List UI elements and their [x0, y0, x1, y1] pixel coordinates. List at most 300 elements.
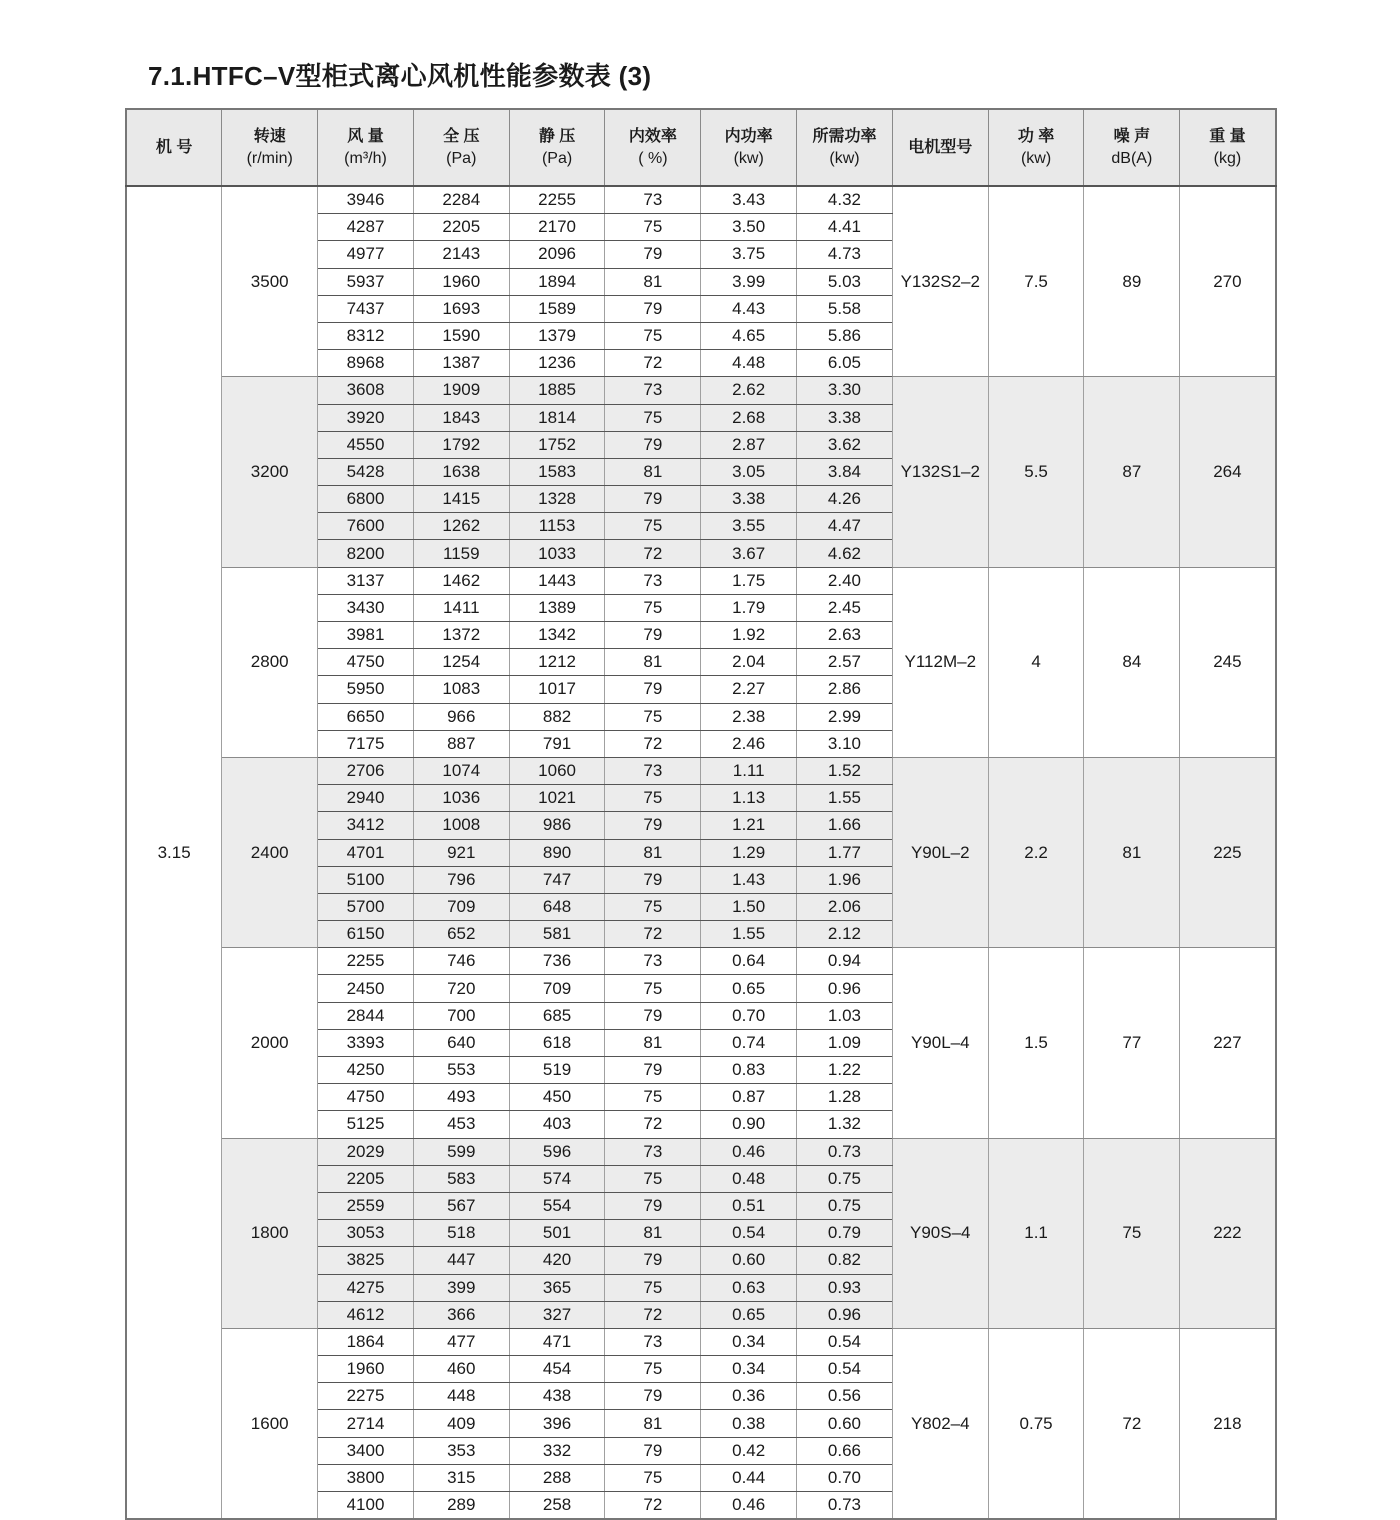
static-pressure-cell: 747 [509, 866, 605, 893]
total-pressure-cell: 2205 [413, 214, 509, 241]
static-pressure-cell: 685 [509, 1002, 605, 1029]
speed-cell: 3200 [222, 377, 318, 567]
column-header [126, 109, 222, 186]
required-power-cell: 4.62 [797, 540, 893, 567]
motor-power-cell: 5.5 [988, 377, 1084, 567]
motor-model-cell: Y132S1–2 [892, 377, 988, 567]
total-pressure-cell: 709 [413, 893, 509, 920]
required-power-cell: 0.82 [797, 1247, 893, 1274]
required-power-cell: 1.55 [797, 785, 893, 812]
internal-power-cell: 1.79 [701, 594, 797, 621]
total-pressure-cell: 289 [413, 1492, 509, 1520]
total-pressure-cell: 1387 [413, 350, 509, 377]
internal-power-cell: 0.38 [701, 1410, 797, 1437]
column-header-name: 转速 [253, 127, 286, 145]
static-pressure-cell: 1752 [509, 431, 605, 458]
airflow-cell: 3608 [318, 377, 414, 404]
internal-power-cell: 3.50 [701, 214, 797, 241]
required-power-cell: 1.03 [797, 1002, 893, 1029]
airflow-cell: 7600 [318, 513, 414, 540]
airflow-cell: 3412 [318, 812, 414, 839]
weight-cell: 270 [1180, 186, 1276, 377]
internal-power-cell: 2.46 [701, 730, 797, 757]
required-power-cell: 4.73 [797, 241, 893, 268]
efficiency-cell: 73 [605, 948, 701, 975]
required-power-cell: 0.96 [797, 1301, 893, 1328]
column-header-name: 内效率 [628, 127, 677, 145]
required-power-cell: 5.58 [797, 295, 893, 322]
required-power-cell: 0.54 [797, 1328, 893, 1355]
total-pressure-cell: 553 [413, 1057, 509, 1084]
column-header-name: 电机型号 [908, 138, 973, 156]
motor-model-cell: Y90S–4 [892, 1138, 988, 1328]
efficiency-cell: 72 [605, 730, 701, 757]
static-pressure-cell: 1236 [509, 350, 605, 377]
internal-power-cell: 2.04 [701, 649, 797, 676]
airflow-cell: 5937 [318, 268, 414, 295]
motor-model-cell: Y802–4 [892, 1328, 988, 1519]
motor-power-cell: 2.2 [988, 757, 1084, 947]
static-pressure-cell: 1894 [509, 268, 605, 295]
required-power-cell: 0.70 [797, 1464, 893, 1491]
efficiency-cell: 75 [605, 785, 701, 812]
efficiency-cell: 75 [605, 1464, 701, 1491]
internal-power-cell: 2.38 [701, 703, 797, 730]
airflow-cell: 4550 [318, 431, 414, 458]
total-pressure-cell: 796 [413, 866, 509, 893]
airflow-cell: 3946 [318, 186, 414, 214]
airflow-cell: 6650 [318, 703, 414, 730]
static-pressure-cell: 519 [509, 1057, 605, 1084]
weight-cell: 218 [1180, 1328, 1276, 1519]
airflow-cell: 1960 [318, 1356, 414, 1383]
efficiency-cell: 79 [605, 241, 701, 268]
total-pressure-cell: 1411 [413, 594, 509, 621]
required-power-cell: 1.32 [797, 1111, 893, 1138]
required-power-cell: 0.94 [797, 948, 893, 975]
required-power-cell: 0.75 [797, 1165, 893, 1192]
column-header-unit: (kg) [1213, 149, 1242, 167]
column-header-name: 重 量 [1209, 127, 1246, 145]
static-pressure-cell: 450 [509, 1084, 605, 1111]
total-pressure-cell: 1083 [413, 676, 509, 703]
static-pressure-cell: 332 [509, 1437, 605, 1464]
efficiency-cell: 75 [605, 893, 701, 920]
required-power-cell: 1.28 [797, 1084, 893, 1111]
noise-cell: 87 [1084, 377, 1180, 567]
static-pressure-cell: 1017 [509, 676, 605, 703]
airflow-cell: 8312 [318, 322, 414, 349]
airflow-cell: 2255 [318, 948, 414, 975]
static-pressure-cell: 438 [509, 1383, 605, 1410]
static-pressure-cell: 596 [509, 1138, 605, 1165]
required-power-cell: 1.66 [797, 812, 893, 839]
required-power-cell: 1.77 [797, 839, 893, 866]
column-header-name: 静 压 [538, 127, 576, 145]
internal-power-cell: 0.83 [701, 1057, 797, 1084]
efficiency-cell: 73 [605, 567, 701, 594]
static-pressure-cell: 709 [509, 975, 605, 1002]
column-header-unit: (m³/h) [344, 149, 387, 167]
column-header [1084, 109, 1180, 186]
airflow-cell: 3800 [318, 1464, 414, 1491]
required-power-cell: 3.62 [797, 431, 893, 458]
airflow-cell: 5950 [318, 676, 414, 703]
efficiency-cell: 75 [605, 594, 701, 621]
weight-cell: 222 [1180, 1138, 1276, 1328]
airflow-cell: 5700 [318, 893, 414, 920]
total-pressure-cell: 700 [413, 1002, 509, 1029]
internal-power-cell: 2.27 [701, 676, 797, 703]
internal-power-cell: 4.65 [701, 322, 797, 349]
noise-cell: 89 [1084, 186, 1180, 377]
airflow-cell: 2940 [318, 785, 414, 812]
table-row [126, 377, 1276, 404]
total-pressure-cell: 1254 [413, 649, 509, 676]
total-pressure-cell: 567 [413, 1192, 509, 1219]
efficiency-cell: 75 [605, 1084, 701, 1111]
airflow-cell: 2559 [318, 1192, 414, 1219]
efficiency-cell: 73 [605, 757, 701, 784]
static-pressure-cell: 1389 [509, 594, 605, 621]
required-power-cell: 0.96 [797, 975, 893, 1002]
total-pressure-cell: 1960 [413, 268, 509, 295]
airflow-cell: 3053 [318, 1220, 414, 1247]
total-pressure-cell: 640 [413, 1029, 509, 1056]
required-power-cell: 2.40 [797, 567, 893, 594]
required-power-cell: 0.75 [797, 1192, 893, 1219]
internal-power-cell: 3.55 [701, 513, 797, 540]
efficiency-cell: 73 [605, 1328, 701, 1355]
efficiency-cell: 81 [605, 1220, 701, 1247]
required-power-cell: 0.73 [797, 1492, 893, 1520]
efficiency-cell: 79 [605, 1247, 701, 1274]
efficiency-cell: 73 [605, 186, 701, 214]
machine-number-cell: 3.15 [126, 186, 222, 1519]
required-power-cell: 2.57 [797, 649, 893, 676]
internal-power-cell: 3.67 [701, 540, 797, 567]
static-pressure-cell: 501 [509, 1220, 605, 1247]
static-pressure-cell: 581 [509, 921, 605, 948]
efficiency-cell: 73 [605, 377, 701, 404]
table-row [126, 186, 1276, 214]
airflow-cell: 6800 [318, 486, 414, 513]
total-pressure-cell: 1159 [413, 540, 509, 567]
required-power-cell: 0.73 [797, 1138, 893, 1165]
internal-power-cell: 0.48 [701, 1165, 797, 1192]
static-pressure-cell: 882 [509, 703, 605, 730]
total-pressure-cell: 477 [413, 1328, 509, 1355]
efficiency-cell: 79 [605, 486, 701, 513]
airflow-cell: 4701 [318, 839, 414, 866]
column-header [605, 109, 701, 186]
airflow-cell: 4750 [318, 649, 414, 676]
column-header-unit: (r/min) [246, 149, 293, 167]
column-header [1180, 109, 1276, 186]
airflow-cell: 4250 [318, 1057, 414, 1084]
required-power-cell: 1.96 [797, 866, 893, 893]
airflow-cell: 3430 [318, 594, 414, 621]
required-power-cell: 2.99 [797, 703, 893, 730]
table-row [126, 1138, 1276, 1165]
motor-power-cell: 1.1 [988, 1138, 1084, 1328]
efficiency-cell: 72 [605, 1301, 701, 1328]
required-power-cell: 6.05 [797, 350, 893, 377]
internal-power-cell: 0.70 [701, 1002, 797, 1029]
internal-power-cell: 0.34 [701, 1328, 797, 1355]
airflow-cell: 2029 [318, 1138, 414, 1165]
static-pressure-cell: 2170 [509, 214, 605, 241]
speed-cell: 1800 [222, 1138, 318, 1328]
weight-cell: 227 [1180, 948, 1276, 1138]
internal-power-cell: 3.99 [701, 268, 797, 295]
total-pressure-cell: 720 [413, 975, 509, 1002]
airflow-cell: 1864 [318, 1328, 414, 1355]
static-pressure-cell: 574 [509, 1165, 605, 1192]
internal-power-cell: 4.43 [701, 295, 797, 322]
efficiency-cell: 75 [605, 513, 701, 540]
column-header [509, 109, 605, 186]
internal-power-cell: 0.64 [701, 948, 797, 975]
efficiency-cell: 75 [605, 1165, 701, 1192]
required-power-cell: 0.93 [797, 1274, 893, 1301]
speed-cell: 2400 [222, 757, 318, 947]
internal-power-cell: 1.50 [701, 893, 797, 920]
table-body [126, 186, 1276, 1519]
table-row [126, 757, 1276, 784]
airflow-cell: 7437 [318, 295, 414, 322]
total-pressure-cell: 453 [413, 1111, 509, 1138]
airflow-cell: 2706 [318, 757, 414, 784]
total-pressure-cell: 399 [413, 1274, 509, 1301]
internal-power-cell: 4.48 [701, 350, 797, 377]
required-power-cell: 2.86 [797, 676, 893, 703]
efficiency-cell: 79 [605, 622, 701, 649]
airflow-cell: 8200 [318, 540, 414, 567]
airflow-cell: 3920 [318, 404, 414, 431]
efficiency-cell: 81 [605, 839, 701, 866]
efficiency-cell: 72 [605, 350, 701, 377]
static-pressure-cell: 986 [509, 812, 605, 839]
static-pressure-cell: 288 [509, 1464, 605, 1491]
noise-cell: 84 [1084, 567, 1180, 757]
motor-power-cell: 1.5 [988, 948, 1084, 1138]
motor-power-cell: 0.75 [988, 1328, 1084, 1519]
airflow-cell: 8968 [318, 350, 414, 377]
efficiency-cell: 79 [605, 1383, 701, 1410]
static-pressure-cell: 1583 [509, 458, 605, 485]
required-power-cell: 0.66 [797, 1437, 893, 1464]
efficiency-cell: 79 [605, 676, 701, 703]
efficiency-cell: 75 [605, 404, 701, 431]
total-pressure-cell: 409 [413, 1410, 509, 1437]
speed-cell: 2000 [222, 948, 318, 1138]
static-pressure-cell: 890 [509, 839, 605, 866]
static-pressure-cell: 1885 [509, 377, 605, 404]
airflow-cell: 2205 [318, 1165, 414, 1192]
noise-cell: 81 [1084, 757, 1180, 947]
static-pressure-cell: 648 [509, 893, 605, 920]
internal-power-cell: 3.43 [701, 186, 797, 214]
static-pressure-cell: 2255 [509, 186, 605, 214]
column-header-unit: (Pa) [446, 149, 477, 167]
column-header [797, 109, 893, 186]
static-pressure-cell: 791 [509, 730, 605, 757]
total-pressure-cell: 447 [413, 1247, 509, 1274]
efficiency-cell: 72 [605, 1111, 701, 1138]
efficiency-cell: 79 [605, 812, 701, 839]
static-pressure-cell: 396 [509, 1410, 605, 1437]
internal-power-cell: 0.87 [701, 1084, 797, 1111]
efficiency-cell: 75 [605, 214, 701, 241]
internal-power-cell: 3.38 [701, 486, 797, 513]
internal-power-cell: 1.92 [701, 622, 797, 649]
static-pressure-cell: 1328 [509, 486, 605, 513]
required-power-cell: 5.86 [797, 322, 893, 349]
internal-power-cell: 0.74 [701, 1029, 797, 1056]
page-title: 7.1.HTFC–V型柜式离心风机性能参数表 (3) [148, 61, 652, 91]
motor-power-cell: 4 [988, 567, 1084, 757]
efficiency-cell: 75 [605, 1274, 701, 1301]
total-pressure-cell: 887 [413, 730, 509, 757]
efficiency-cell: 73 [605, 1138, 701, 1165]
airflow-cell: 6150 [318, 921, 414, 948]
speed-cell: 2800 [222, 567, 318, 757]
internal-power-cell: 2.62 [701, 377, 797, 404]
column-header [701, 109, 797, 186]
efficiency-cell: 72 [605, 540, 701, 567]
static-pressure-cell: 454 [509, 1356, 605, 1383]
total-pressure-cell: 493 [413, 1084, 509, 1111]
internal-power-cell: 3.75 [701, 241, 797, 268]
required-power-cell: 2.45 [797, 594, 893, 621]
column-header-name: 全 压 [443, 127, 480, 145]
motor-model-cell: Y112M–2 [892, 567, 988, 757]
required-power-cell: 4.32 [797, 186, 893, 214]
total-pressure-cell: 1638 [413, 458, 509, 485]
efficiency-cell: 79 [605, 1057, 701, 1084]
total-pressure-cell: 1262 [413, 513, 509, 540]
weight-cell: 245 [1180, 567, 1276, 757]
internal-power-cell: 1.55 [701, 921, 797, 948]
column-header-unit: (kw) [1020, 149, 1052, 167]
column-header [222, 109, 318, 186]
internal-power-cell: 0.42 [701, 1437, 797, 1464]
total-pressure-cell: 599 [413, 1138, 509, 1165]
static-pressure-cell: 1021 [509, 785, 605, 812]
efficiency-cell: 81 [605, 1029, 701, 1056]
efficiency-cell: 79 [605, 431, 701, 458]
total-pressure-cell: 353 [413, 1437, 509, 1464]
static-pressure-cell: 365 [509, 1274, 605, 1301]
internal-power-cell: 0.90 [701, 1111, 797, 1138]
efficiency-cell: 75 [605, 322, 701, 349]
column-header-unit: (Pa) [541, 149, 573, 167]
noise-cell: 77 [1084, 948, 1180, 1138]
total-pressure-cell: 460 [413, 1356, 509, 1383]
airflow-cell: 2714 [318, 1410, 414, 1437]
internal-power-cell: 0.34 [701, 1356, 797, 1383]
airflow-cell: 4287 [318, 214, 414, 241]
efficiency-cell: 81 [605, 649, 701, 676]
required-power-cell: 0.56 [797, 1383, 893, 1410]
efficiency-cell: 79 [605, 295, 701, 322]
column-header [892, 109, 988, 186]
total-pressure-cell: 366 [413, 1301, 509, 1328]
column-header [988, 109, 1084, 186]
static-pressure-cell: 1060 [509, 757, 605, 784]
efficiency-cell: 75 [605, 975, 701, 1002]
airflow-cell: 2844 [318, 1002, 414, 1029]
internal-power-cell: 2.87 [701, 431, 797, 458]
airflow-cell: 7175 [318, 730, 414, 757]
efficiency-cell: 72 [605, 921, 701, 948]
static-pressure-cell: 1379 [509, 322, 605, 349]
total-pressure-cell: 1074 [413, 757, 509, 784]
static-pressure-cell: 554 [509, 1192, 605, 1219]
total-pressure-cell: 1590 [413, 322, 509, 349]
static-pressure-cell: 1342 [509, 622, 605, 649]
static-pressure-cell: 1212 [509, 649, 605, 676]
total-pressure-cell: 1693 [413, 295, 509, 322]
total-pressure-cell: 652 [413, 921, 509, 948]
airflow-cell: 2275 [318, 1383, 414, 1410]
table-row [126, 948, 1276, 975]
total-pressure-cell: 1372 [413, 622, 509, 649]
static-pressure-cell: 471 [509, 1328, 605, 1355]
airflow-cell: 4612 [318, 1301, 414, 1328]
internal-power-cell: 0.44 [701, 1464, 797, 1491]
static-pressure-cell: 1589 [509, 295, 605, 322]
required-power-cell: 0.54 [797, 1356, 893, 1383]
airflow-cell: 3400 [318, 1437, 414, 1464]
total-pressure-cell: 1843 [413, 404, 509, 431]
airflow-cell: 5100 [318, 866, 414, 893]
noise-cell: 75 [1084, 1138, 1180, 1328]
internal-power-cell: 0.60 [701, 1247, 797, 1274]
total-pressure-cell: 315 [413, 1464, 509, 1491]
internal-power-cell: 1.43 [701, 866, 797, 893]
airflow-cell: 3825 [318, 1247, 414, 1274]
static-pressure-cell: 736 [509, 948, 605, 975]
internal-power-cell: 0.65 [701, 1301, 797, 1328]
efficiency-cell: 75 [605, 703, 701, 730]
motor-model-cell: Y90L–4 [892, 948, 988, 1138]
efficiency-cell: 81 [605, 458, 701, 485]
required-power-cell: 2.12 [797, 921, 893, 948]
required-power-cell: 3.84 [797, 458, 893, 485]
efficiency-cell: 81 [605, 268, 701, 295]
static-pressure-cell: 327 [509, 1301, 605, 1328]
total-pressure-cell: 746 [413, 948, 509, 975]
required-power-cell: 2.06 [797, 893, 893, 920]
speed-cell: 1600 [222, 1328, 318, 1519]
efficiency-cell: 72 [605, 1492, 701, 1520]
column-header-name: 内功率 [724, 127, 773, 145]
static-pressure-cell: 1033 [509, 540, 605, 567]
airflow-cell: 4275 [318, 1274, 414, 1301]
airflow-cell: 2450 [318, 975, 414, 1002]
noise-cell: 72 [1084, 1328, 1180, 1519]
static-pressure-cell: 618 [509, 1029, 605, 1056]
efficiency-cell: 79 [605, 1002, 701, 1029]
airflow-cell: 4977 [318, 241, 414, 268]
required-power-cell: 4.41 [797, 214, 893, 241]
weight-cell: 225 [1180, 757, 1276, 947]
column-header [318, 109, 414, 186]
total-pressure-cell: 583 [413, 1165, 509, 1192]
static-pressure-cell: 1814 [509, 404, 605, 431]
